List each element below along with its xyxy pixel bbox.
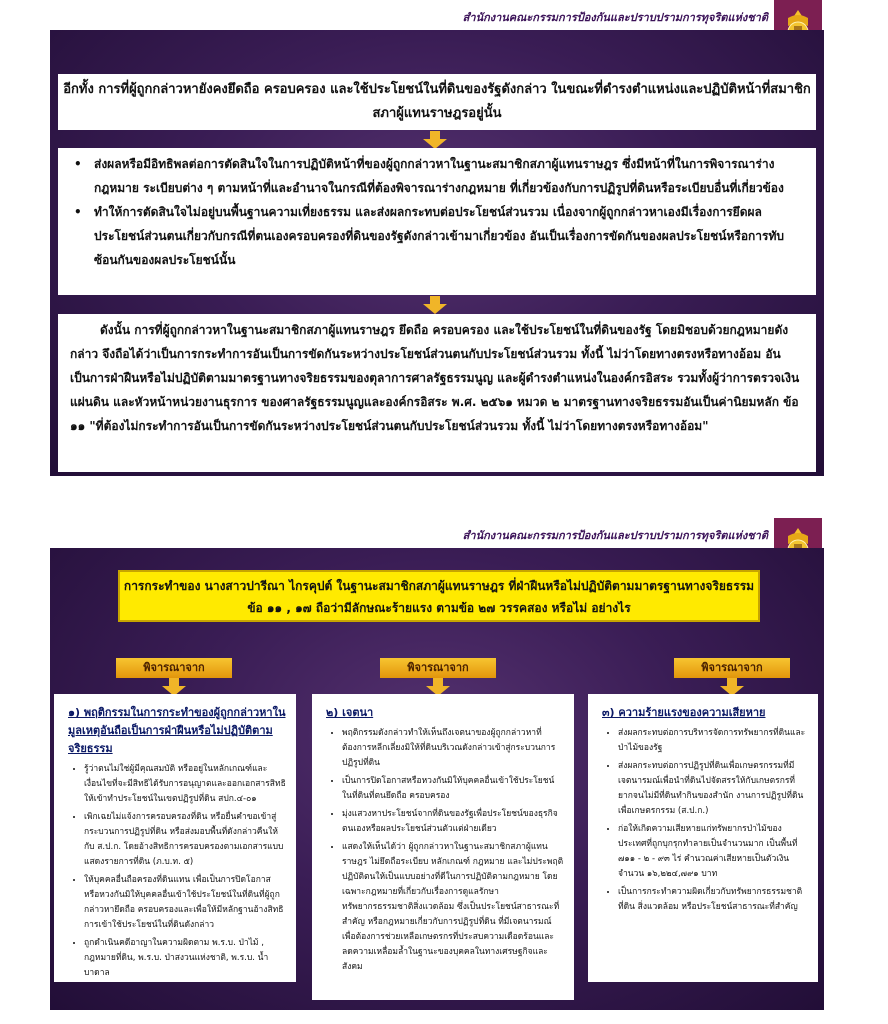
column-severity bbox=[588, 694, 818, 982]
content-panel bbox=[50, 548, 824, 1010]
column-heading: ๓) ความร้ายแรงของความเสียหาย bbox=[602, 706, 766, 719]
header-org-name: สำนักงานคณะกรรมการป้องกันและปราบปรามการทุจริตแห่งชาติ bbox=[462, 11, 768, 24]
header-org-name: สำนักงานคณะกรรมการป้องกันและปราบปรามการทุจริตแห่งชาติ bbox=[462, 529, 768, 542]
down-arrow-icon bbox=[423, 131, 447, 149]
column-intent bbox=[312, 694, 574, 1000]
list-item: • ให้บุคคลอื่นถือครองที่ดินแทน เพื่อเป็นการปิดโอกาสหรือหวงกันมิให้บุคคลอื่นเข้าใช้ประโยชน์ในที่ดินที่ผู้ถูกกล่าวหายึดถือ ครอบครองและเพื่อให้มีหลักฐานอ้างสิทธิการเข้าใช้ประโยชน์ในที่ดินดังกล่าว bbox=[84, 873, 286, 933]
consider-tag-1: พิจารณาจาก bbox=[116, 658, 232, 678]
list-item: • เป็นการปิดโอกาสหรือหวงกันมิให้บุคคลอื่นเข้าใช้ประโยชน์ในที่ดินที่ตนยึดถือ ครอบครอง bbox=[342, 774, 564, 804]
down-arrow-icon bbox=[423, 296, 447, 314]
content-panel bbox=[50, 30, 824, 476]
column-behavior bbox=[54, 694, 296, 982]
consider-tag-2: พิจารณาจาก bbox=[380, 658, 496, 678]
list-item: • รู้ว่าตนไม่ใช่ผู้มีคุณสมบัติ หรืออยู่ในหลักเกณฑ์และเงื่อนไขที่จะมีสิทธิได้รับการอนุญาตและออกเอกสารสิทธิให้เข้าทำประโยชน์ในเขตปฏิรูปที่ดิน สปก.๔-๐๑ bbox=[84, 762, 286, 807]
list-item: • เพิกเฉยไม่แจ้งการครอบครองที่ดิน หรือยื่นคำขอเข้าสู่กระบวนการปฏิรูปที่ดิน หรือส่งมอบพื้นที่ดังกล่าวคืนให้กับ ส.ป.ก. โดยอ้างสิทธิการครอบครองตามเอกสารแบบแสดงรายการที่ดิน (ภ.บ.ท. ๕) bbox=[84, 810, 286, 870]
list-item: • ถูกดำเนินคดีอาญาในความผิดตาม พ.ร.บ. ป่าไม้ , กฎหมายที่ดิน, พ.ร.บ. ป่าสงวนแห่งชาติ, พ.ร.บ. น้ำบาดาล bbox=[84, 936, 286, 981]
list-item: • แสดงให้เห็นได้ว่า ผู้ถูกกล่าวหาในฐานะสมาชิกสภาผู้แทนราษฎร ไม่ยึดถือระเบียบ หลักเกณฑ์ กฎหมาย และไม่ประพฤติปฏิบัติตนให้เป็นแบบอย่างที่ดีในการปฏิบัติตามกฎหมาย โดยเฉพาะกฎหมายที่เกี่ยวกับเรื่องการดูแลรักษาทรัพยากรธรรมชาติสิ่งแวดล้อม ซึ่งเป็นประโยชน์สาธารณะที่สำคัญ หรือกฎหมายเกี่ยวกับการปฏิรูปที่ดิน ที่มีเจตนารมณ์เพื่อต้องการช่วยเหลือเกษตรกรที่ประสบความเดือดร้อนและลดความเหลื่อมล้ำในฐานะของบุคคลในทางเศรษฐกิจและสังคม bbox=[342, 840, 564, 975]
intro-box: อีกทั้ง การที่ผู้ถูกกล่าวหายังคงยึดถือ ครอบครอง และใช้ประโยชน์ในที่ดินของรัฐดังกล่าว ในขณะที่ดำรงตำแหน่งและปฏิบัติหน้าที่สมาชิกสภาผู้แทนราษฎรอยู่นั้น bbox=[58, 74, 816, 130]
list-item: • ก่อให้เกิดความเสียหายแก่ทรัพยากรป่าไม้ของประเทศที่ถูกบุกรุกทำลายเป็นจำนวนมาก เป็นพื้นที่ ๗๑๑ - ๒ - ๙๓ ไร่ คำนวณค่าเสียหายเป็นตัวเงิน จำนวน ๑๖,๒๒๔,๗๙๑ บาท bbox=[618, 822, 808, 882]
list-item: • ส่งผลกระทบต่อการปฏิรูปที่ดินเพื่อเกษตรกรรมที่มีเจตนารมณ์เพื่อนำที่ดินไปจัดสรรให้กับเกษตรกรที่ยากจนไม่มีที่ดินทำกินของสำนัก งานการปฏิรูปที่ดินเพื่อเกษตรกรรม (ส.ป.ก.) bbox=[618, 759, 808, 819]
effect-item-1: • ส่งผลหรือมีอิทธิพลต่อการตัดสินใจในการปฏิบัติหน้าที่ของผู้ถูกกล่าวหาในฐานะสมาชิกสภาผู้แทนราษฎร ซึ่งมีหน้าที่ในการพิจารณาร่างกฎหมาย ระเบียบต่าง ๆ ตามหน้าที่และอำนาจในกรณีที่ต้องพิจารณาร่างกฎหมาย ที่เกี่ยวข้องกับการปฏิรูปที่ดินหรือระเบียบอื่นที่เกี่ยวข้อง bbox=[70, 152, 804, 200]
conclusion-box: ดังนั้น การที่ผู้ถูกกล่าวหาในฐานะสมาชิกสภาผู้แทนราษฎร ยึดถือ ครอบครอง และใช้ประโยชน์ในที่ดินของรัฐ โดยมิชอบด้วยกฎหมายดังกล่าว จึงถือได้ว่าเป็นการกระทำการอันเป็นการขัดกันระหว่างประโยชน์ส่วนตนกับประโยชน์ส่วนรวม ทั้งนี้ ไม่ว่าโดยทางตรงหรือทางอ้อม อันเป็นการฝ่าฝืนหรือไม่ปฏิบัติตามมาตรฐานทางจริยธรรมของตุลาการศาลรัฐธรรมนูญ และผู้ดำรงตำแหน่งในองค์กรอิสระ รวมทั้งผู้ว่าการตรวจเงินแผ่นดิน และหัวหน้าหน่วยงานธุรการ ของศาลรัฐธรรมนูญและองค์กรอิสระ พ.ศ. ๒๕๖๑ หมวด ๒ มาตรฐานทางจริยธรรมอันเป็นค่านิยมหลัก ข้อ ๑๑ "ที่ต้องไม่กระทำการอันเป็นการขัดกันระหว่างประโยชน์ส่วนตนกับประโยชน์ส่วนรวม ทั้งนี้ ไม่ว่าโดยทางตรงหรือทางอ้อม" bbox=[58, 314, 816, 472]
list-item: • เป็นการกระทำความผิดเกี่ยวกับทรัพยากรธรรมชาติที่ดิน สิ่งแวดล้อม หรือประโยชน์สาธารณะที่สำคัญ bbox=[618, 885, 808, 915]
question-title-box: การกระทำของ นางสาวปารีณา ไกรคุปต์ ในฐานะสมาชิกสภาผู้แทนราษฎร ที่ฝ่าฝืนหรือไม่ปฏิบัติตามมาตรฐานทางจริยธรรม ข้อ ๑๑ , ๑๗ ถือว่ามีลักษณะร้ายแรง ตามข้อ ๒๗ วรรคสอง หรือไม่ อย่างไร bbox=[118, 570, 760, 622]
slide-1 bbox=[0, 0, 888, 480]
column-heading: ๑) พฤติกรรมในการกระทำของผู้ถูกกล่าวหาในมูลเหตุอันถือเป็นการฝ่าฝืนหรือไม่ปฏิบัติตามจริยธรรม bbox=[68, 706, 286, 755]
list-item: • มุ่งแสวงหาประโยชน์จากที่ดินของรัฐเพื่อประโยชน์ของธุรกิจตนเองหรือผลประโยชน์ส่วนตัวแต่ฝ่ายเดียว bbox=[342, 807, 564, 837]
consider-tag-3: พิจารณาจาก bbox=[674, 658, 790, 678]
slide-header bbox=[0, 518, 888, 552]
list-item: • พฤติกรรมดังกล่าวทำให้เห็นถึงเจตนาของผู้ถูกกล่าวหาที่ต้องการหลีกเลี่ยงมิให้ที่ดินบริเวณดังกล่าวเข้าสู่กระบวนการปฏิรูปที่ดิน bbox=[342, 726, 564, 771]
slide-2 bbox=[0, 518, 888, 1024]
slide-header bbox=[0, 0, 888, 34]
list-item: • ส่งผลกระทบต่อการบริหารจัดการทรัพยากรที่ดินและป่าไม้ของรัฐ bbox=[618, 726, 808, 756]
effects-box bbox=[58, 148, 816, 295]
column-heading: ๒) เจตนา bbox=[326, 706, 374, 719]
effect-item-2: • ทำให้การตัดสินใจไม่อยู่บนพื้นฐานความเที่ยงธรรม และส่งผลกระทบต่อประโยชน์ส่วนรวม เนื่องจากผู้ถูกกล่าวหาเองมีเรื่องการยึดผลประโยชน์ส่วนตนเกี่ยวกับกรณีที่ตนเองครอบครองที่ดินของรัฐดังกล่าวเข้ามาเกี่ยวข้อง อันเป็นเรื่องการขัดกันของผลประโยชน์หรือการทับซ้อนกันของผลประโยชน์นั้น bbox=[70, 200, 804, 272]
